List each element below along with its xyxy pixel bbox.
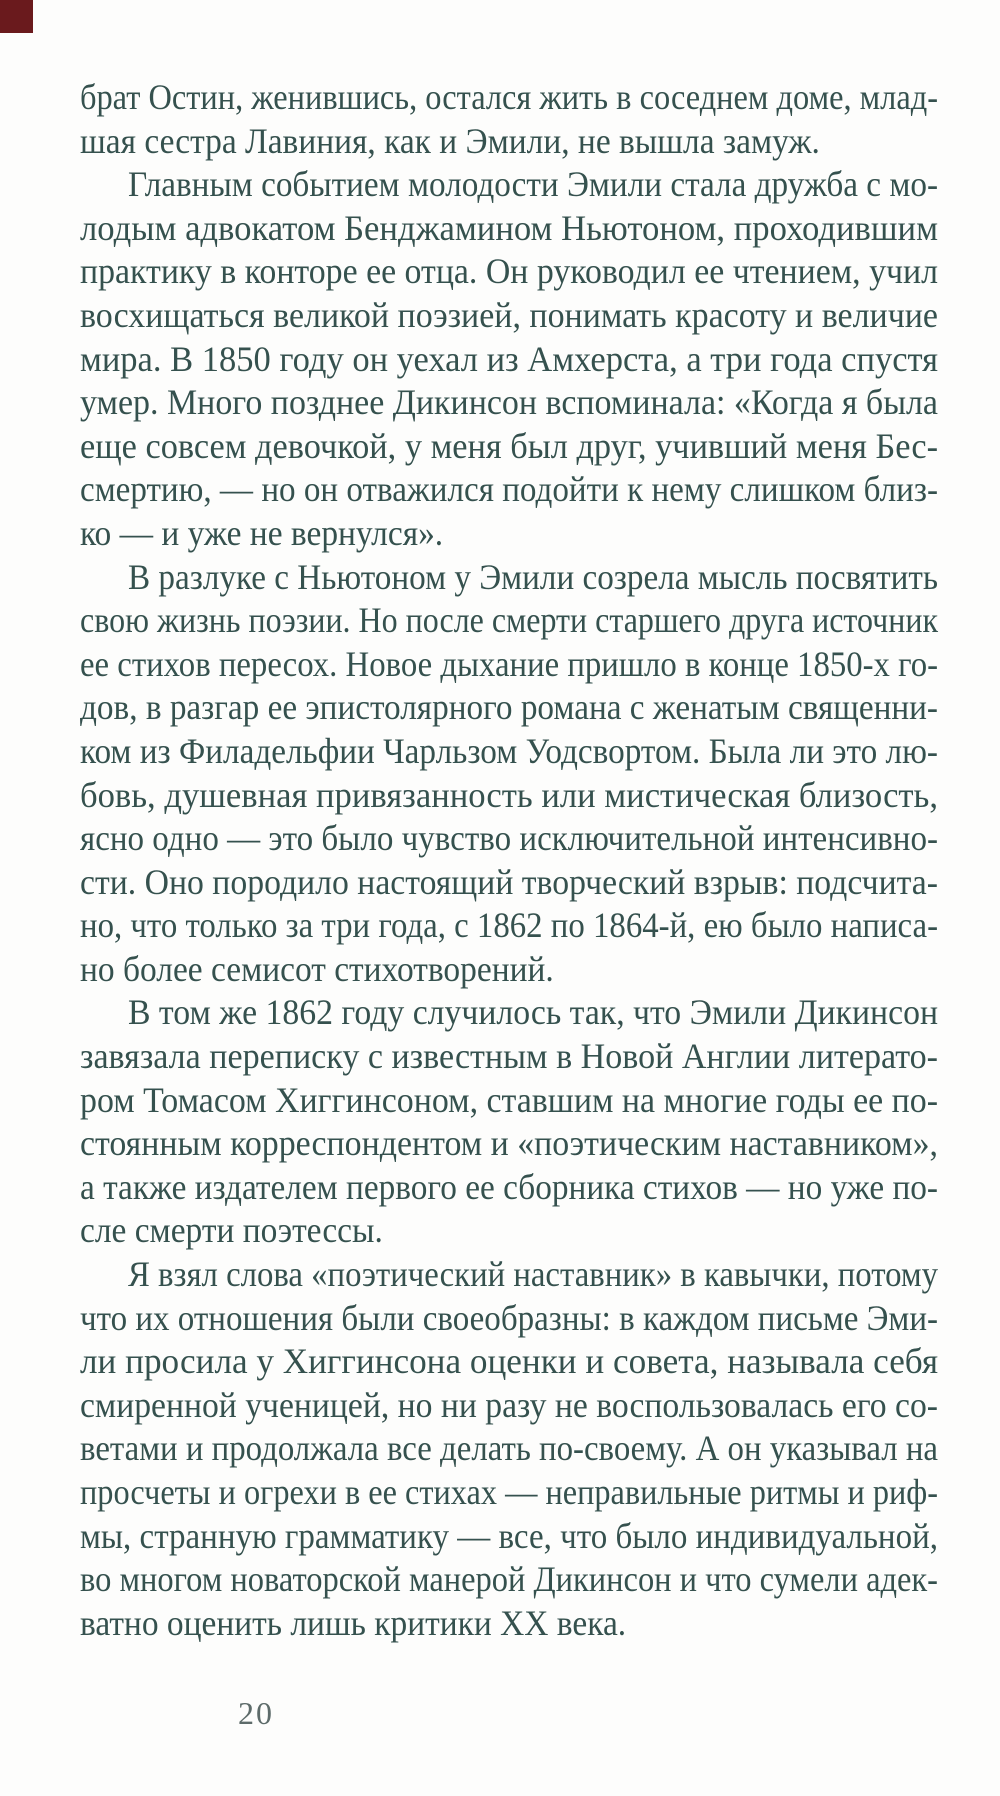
text-line	[80, 1471, 938, 1515]
text-line	[80, 76, 938, 120]
text-line	[80, 468, 938, 512]
text-line-content: ватно оценить лишь критики XX века.	[80, 1602, 627, 1643]
text-line	[80, 1427, 938, 1471]
text-line-content: ли просила у Хиггинсона оценки и совета, называла себя	[80, 1341, 938, 1382]
text-line-content: Я взял слова «поэтический наставник» в кавычки, потому	[128, 1254, 938, 1295]
text-line	[80, 294, 938, 338]
text-line-content: завязала переписку с известным в Новой Англии литерато-	[80, 1036, 938, 1077]
text-line	[80, 1122, 938, 1166]
text-line	[80, 1079, 938, 1123]
text-line	[80, 381, 938, 425]
text-line	[80, 991, 938, 1035]
text-line	[80, 730, 938, 774]
corner-artifact	[0, 0, 33, 33]
text-line	[80, 1253, 938, 1297]
text-line-content: мы, странную грамматику — все, что было индивидуальной,	[80, 1515, 938, 1556]
text-line	[80, 1035, 938, 1079]
text-line	[80, 425, 938, 469]
text-line	[80, 774, 938, 818]
text-line-content: брат Остин, женившись, остался жить в соседнем доме, млад-	[80, 77, 938, 117]
text-line-content: просчеты и огрехи в ее стихах — неправильные ритмы и риф-	[80, 1472, 938, 1512]
text-line-content: В разлуке с Ньютоном у Эмили созрела мысль посвятить	[128, 556, 938, 597]
text-line	[80, 338, 938, 382]
text-line-content: во многом новаторской манерой Дикинсон и что сумели адек-	[80, 1559, 938, 1600]
text-line-content: смиренной ученицей, но ни разу не воспользовалась его со-	[80, 1384, 938, 1425]
text-line-content: ром Томасом Хиггинсоном, ставшим на многие годы ее по-	[80, 1079, 938, 1120]
text-line-content: ветами и продолжала все делать по-своему. А он указывал на	[80, 1428, 938, 1469]
text-line	[80, 250, 938, 294]
text-line	[80, 643, 938, 687]
text-line	[80, 904, 938, 948]
text-line-content: смертию, — но он отважился подойти к нему слишком близ-	[80, 469, 938, 510]
text-line	[80, 512, 938, 556]
text-line-content: свою жизнь поэзии. Но после смерти старшего друга источник	[80, 600, 938, 641]
body-text	[80, 76, 938, 1645]
text-line	[80, 1166, 938, 1210]
text-line	[80, 1209, 938, 1253]
text-line-content: ком из Филадельфии Чарльзом Уодсвортом. Была ли это лю-	[80, 730, 938, 771]
text-line-content: что их отношения были своеобразны: в каждом письме Эми-	[80, 1297, 938, 1338]
text-line	[80, 1558, 938, 1602]
text-line	[80, 1515, 938, 1559]
text-line	[80, 120, 938, 164]
text-line	[80, 686, 938, 730]
text-line-content: сле смерти поэтессы.	[80, 1210, 383, 1251]
text-line	[80, 1297, 938, 1341]
text-line-content: еще совсем девочкой, у меня был друг, учивший меня Бес-	[80, 425, 938, 466]
text-line	[80, 163, 938, 207]
text-line-content: мира. В 1850 году он уехал из Амхерста, а три года спустя	[80, 338, 938, 379]
text-line-content: ко — и уже не вернулся».	[80, 512, 444, 553]
text-line-content: но более семисот стихотворений.	[80, 948, 554, 989]
text-line-content: но, что только за три года, с 1862 по 1864-й, ею было написа-	[80, 905, 938, 946]
text-line	[80, 599, 938, 643]
text-line	[80, 1384, 938, 1428]
text-line-content: ее стихов пересох. Новое дыхание пришло в конце 1850-х го-	[80, 643, 938, 684]
text-line-content: шая сестра Лавиния, как и Эмили, не вышла замуж.	[80, 120, 820, 161]
text-line-content: Главным событием молодости Эмили стала дружба с мо-	[128, 164, 938, 205]
text-line	[80, 207, 938, 251]
text-line	[80, 556, 938, 600]
text-line-content: В том же 1862 году случилось так, что Эмили Дикинсон	[128, 992, 938, 1033]
page-number: 20	[238, 1695, 274, 1731]
text-line-content: дов, в разгар ее эпистолярного романа с женатым священни-	[80, 687, 938, 728]
text-line-content: бовь, душевная привязанность или мистическая близость,	[80, 774, 938, 815]
text-line-content: практику в конторе ее отца. Он руководил ее чтением, учил	[80, 251, 938, 292]
text-line	[80, 817, 938, 861]
text-line	[80, 1340, 938, 1384]
text-line	[80, 861, 938, 905]
text-line-content: а также издателем первого ее сборника стихов — но уже по-	[80, 1166, 938, 1207]
text-line-content: лодым адвокатом Бенджамином Ньютоном, проходившим	[80, 207, 938, 248]
text-line	[80, 1602, 938, 1646]
text-line-content: сти. Оно породило настоящий творческий взрыв: подсчита-	[80, 861, 938, 902]
text-line-content: умер. Много позднее Дикинсон вспоминала: «Когда я была	[80, 382, 938, 423]
text-line	[80, 948, 938, 992]
text-line-content: ясно одно — это было чувство исключительной интенсивно-	[80, 818, 938, 859]
text-line-content: стоянным корреспондентом и «поэтическим наставником»,	[80, 1123, 938, 1164]
text-line-content: восхищаться великой поэзией, понимать красоту и величие	[80, 294, 938, 335]
